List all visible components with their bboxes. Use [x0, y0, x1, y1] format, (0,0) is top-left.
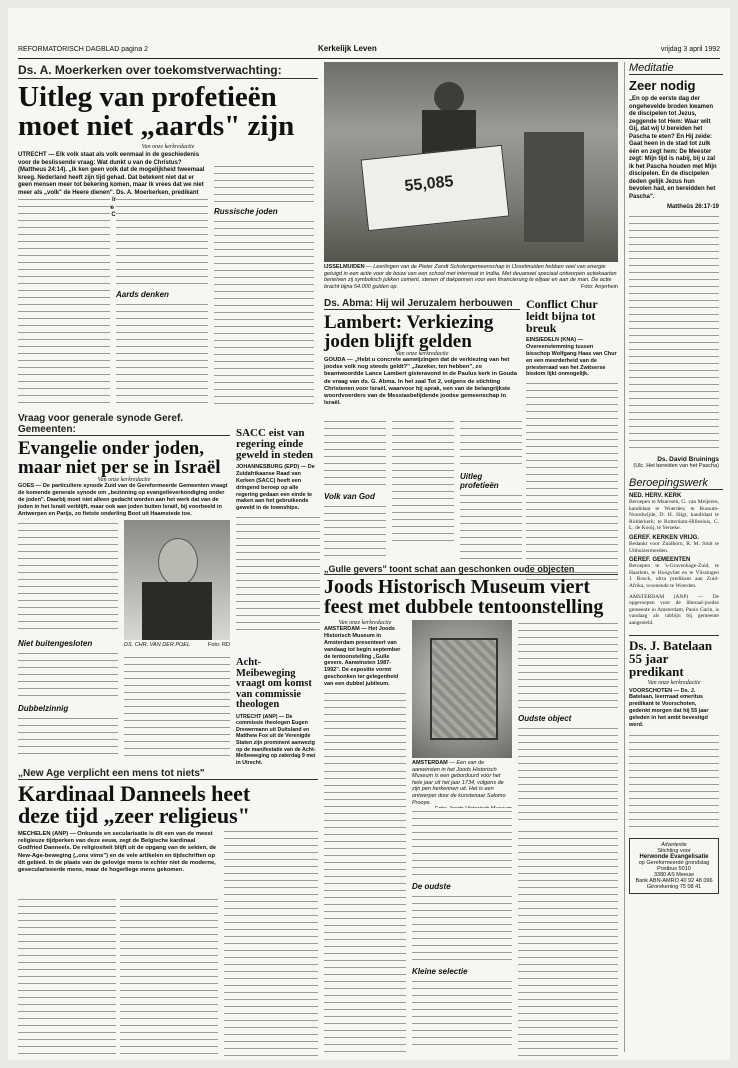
headline-line-2: maar niet per se in Israël [18, 457, 221, 478]
headline-line-1: Uitleg van profetieën [18, 81, 277, 113]
lambert-col-3 [460, 418, 522, 558]
amsterdam-note: AMSTERDAM (ANP) — De opgeroepen voor de liberaal-joodse gemeente in Amsterdam, Paolo Garin, is vandaag als rabbijn bij gemeente aangesteld. [629, 593, 719, 626]
lead-paragraph: UTRECHT — Elk volk staat als volk eenmaal in de geschiedenis voor de beslissende vraag: Wat dunkt u van de Christus? (Mattheus 24:14). „Ik ken geen volk dat de mogelijkheid tweemaal kreeg. Nederland heeft zijn tijd gehad. Dat betekent niet dat er geen mensen meer tot bekering komen, maar ik vrees dat we niet meer als „volk" de Heere dienen". Ds. A. Moerkerken, predikant in de [18, 152, 205, 211]
cheque-amount: 55,085 [403, 173, 455, 196]
subhead-volk: Volk van God [324, 492, 375, 501]
embroidery-caption: AMSTERDAM — Een van de aanwinsten in het Joods Historisch Museum is een geborduurd voor het hele jaar uit het jaar 1734, volgens de zijn pen herkennen uit. Het is een ontwerper door de kunstenaar Salomo Prooye. [412, 760, 512, 813]
headline-line-1: Joods Historisch Museum viert [324, 576, 591, 598]
batelaan-headline-2: 55 jaar predikant [629, 650, 684, 679]
newspaper-page [8, 8, 730, 1060]
lead-paragraph: UTRECHT (ANP) — De commissie theologen Eugen Drewermann uit Duitsland en Matthew Fox uit de Verenigde Staten zijn prominent aanwezig op de manifestatie van de Acht-Meibeweging op zaterdag 9 mei in Utrecht. [236, 713, 316, 766]
subhead-oudste-object: Oudste object [518, 714, 572, 723]
danneels-col-1 [18, 896, 116, 1058]
headline-line-2: feest met dubbele tentoonstelling [324, 596, 604, 618]
joods-col-1b [324, 768, 406, 1058]
lead-paragraph: GOES — De particuliere synode Zuid van de Gereformeerde Gemeenten vraagt de komende generale synode om „bezinning op evangelieverkondiging onder de joden". Daarbij moet niet alleen gedacht worden aan het werk dat van de joden in het Israël verblijft, maar ook aan joden buiten Israël, bij voorbeeld in Antwerpen en Parijs, zo fietste onderling Boot uit Haamstede toe. [18, 483, 228, 517]
lambert-col-2 [392, 418, 454, 558]
kicker: Vraag voor generale synode Geref. Gemeenten: [18, 413, 230, 436]
meditatie-ref: Mattheüs 26:17-19 [666, 204, 719, 210]
subhead-aards: Aards denken [116, 290, 169, 299]
group-text: Bedankt voor Zuidhorn, R. M. Smit te Uithuizermeeden. [629, 540, 719, 554]
embroidery-panel [430, 638, 498, 740]
ad-label: Advertentie [661, 841, 687, 848]
meditatie-title: Zeer nodig [629, 78, 696, 93]
lambert-col-1 [324, 418, 386, 558]
lead-paragraph: EINSIEDELN (KNA) — Overeenstemming tussen bisschop Wolfgang Haas van Chur en een meerderheid van de priesterraad van het Zwitserse bisdom lijkt onmogelijk. [526, 337, 617, 378]
caption-text: Een van de aanwinsten in het Joods Historisch Museum is een geborduurd voor het hele jaar uit het jaar 1734, volgens de zijn pen herkennen uit. Het is een ontwerper door de kunstenaar Salomo Prooye. [412, 760, 506, 806]
caption-title: AMSTERDAM [412, 760, 448, 766]
portrait-caption [124, 642, 230, 649]
photo-caption: IJSSELMUIDEN — Leerlingen van de Pieter Zandt Scholengemeenschap in IJsselmuiden hebben veel van energie getuigd in een actie voor de bouw van een school met internaat in Indiia. Met deuanwel speciaal ontworpen actiekaarten benelven zij symbolisch jukken cement, stenen of dakpannen voor een financierung te elijaar en aan de man. De actie bracht bijna 54.000 gulden op. Foto: Anjerhein [324, 264, 618, 290]
article-joods-museum [324, 564, 618, 617]
caption-title: IJSSELMUIDEN [324, 264, 365, 270]
ad-org: Herwonde Evangelisatie [639, 853, 709, 860]
caption-credit: Foto: Anjerhein [581, 283, 618, 290]
meditatie-body [629, 213, 719, 453]
kicker: Ds. Abma: Hij wil Jeruzalem herbouwen [324, 298, 520, 310]
kicker: „New Age verplicht een mens tot niets" [18, 768, 318, 780]
group-title: GEREF. GEMEENTEN [629, 557, 691, 564]
article-lambert [324, 298, 520, 408]
caption-text: Leerlingen van de Pieter Zandt Scholengemeenschap in IJsselmuiden hebben veel van energie getuigd in een actie voor de bouw van een school met internaat in Indiia. Met deuanwel speciaal ontworpen actiekaarten benelven zij symbolisch jukken cement, stenen of dakpannen voor een financierung te elijaar en aan de man. De actie bracht bijna 54.000 gulden op. [324, 264, 617, 290]
byline: Van onze kerkredactie [97, 477, 151, 483]
photo-cheque-ceremony [324, 62, 618, 262]
ad-line: Postbus 5010 [657, 865, 691, 872]
batelaan-body [629, 732, 719, 832]
subhead-dubbel: Dubbelzinnig [18, 704, 69, 713]
ad-line: Bank ABN-AMRO 40 92 48 096 [635, 877, 713, 884]
headline-line-1: Conflict Chur [526, 297, 598, 311]
portrait-body [142, 582, 212, 640]
photo-van-der-poel [124, 520, 230, 640]
subhead-de-oudste: De oudste [412, 882, 451, 891]
headline-line-2: moet niet „aards" zijn [18, 110, 295, 142]
lead-paragraph: GOUDA — „Hebt u concrete aanwijzingen dat de verkiezing van het joodse volk nog steeds geldt?" „Jazeker, ten hebben", zo beantwoordde Lance Lambert gisteravond in de Paulus kerk in Gouda de vraag van ds. G. Abma. In het zaal Tot 2, volgens de stichting Christenen voor Israël, waarvoor hij sprak, een van de belangrijkste woordvoerders van de Messiasbelijdende joodse gemeenschap in Israël. [324, 357, 517, 407]
meditatie-verse: „En op de eerste dag der ongehevelde broden kwamen de discipelen tot Jezus, zeggende tot Hem: Waar wilt Gij, dat wij U bereiden het Pascha te eten? En Hij zeide: Gaat heen in de stad tot zulk één en zegt hem: De Meester zegt: Mijn tijd is nabij, bij u zal ik het Pascha houden met Mijn discipelen. En de discipelen deden gelijk Jezus hun bevolen had, en bereidden het Pascha". [629, 96, 717, 200]
subhead-kleine: Kleine selectie [412, 967, 468, 976]
article-sacc [236, 428, 320, 634]
article-acht-mei [236, 658, 320, 766]
portrait-credit: Foto: RD [207, 642, 230, 648]
joods-col-2 [412, 808, 512, 1058]
headline: Acht-Meibeweging vraagt om komst van commissie theologen [236, 657, 312, 710]
headline: SACC eist van regering einde geweld in steden [236, 427, 313, 461]
body-col-1 [18, 196, 110, 408]
masthead-date: vrijdag 3 april 1992 [660, 46, 720, 53]
photo-embroidery [412, 620, 512, 758]
subhead-uitleg: Uitleg profetieën [460, 472, 499, 490]
masthead-section: Kerkelijk Leven [318, 44, 377, 53]
joods-col-3b [518, 828, 618, 1058]
danneels-col-2 [120, 896, 218, 1058]
headline-line-2: deze tijd „zeer religieus" [18, 803, 250, 828]
byline: Van onze kerkredactie [141, 144, 195, 150]
article-conflict-chur [526, 298, 618, 560]
subhead-niet: Niet buitengesloten [18, 639, 93, 648]
byline: Van onze kerkredactie [338, 620, 392, 626]
ad-line: 3380 AS Meeuw [653, 871, 695, 878]
headline-line-1: Evangelie onder joden, [18, 438, 204, 459]
evangelie-col-1 [18, 520, 118, 760]
headline-line-2: leidt bijna tot breuk [526, 309, 596, 335]
portrait-head [158, 538, 198, 586]
section-meditatie: Meditatie [629, 62, 723, 75]
beroepingswerk-list [629, 493, 719, 627]
ad-line: Girorekening 75 08 41 [646, 883, 702, 890]
masthead-left: REFORMATORISCH DAGBLAD pagina 2 [18, 46, 149, 53]
headline-line-2: joden blijft gelden [324, 331, 472, 352]
lead-paragraph: MECHELEN (ANP) — Onkunde en secularisatie is dit een van de meest religieuze tijdperken van deze eeuw, zegt de Belgische kardinaal Godfried Danneels. De religiositeit blijft uit de opgang van de sekten, de New-Age-beweging (,,ons vims") en de vele artikelen en tijdschriften op dit gebied. In de plaats van de gelovige mens is echter niet de moderne, geseculariseerde mens, maar de hogerliege mens gekomen. [18, 831, 217, 874]
group-title: NED. HERV. KERK [629, 493, 682, 499]
meditatie-author: Ds. David Bruinings [657, 456, 719, 463]
batelaan-byline: Van onze kerkredactie [647, 679, 701, 686]
group-title: GEREF. KERKEN VRIJG. [629, 534, 700, 541]
group-text: Beroepen te 's-Gravenhage-Zuid, te Haarlem, te Hoogvliet en te Vlissingen J. Bosch, ultra predikant aan Zuid-Afrika, woonende te Woerden. [629, 563, 719, 589]
masthead [18, 44, 720, 59]
photo-figure-head [434, 82, 464, 112]
batelaan-headline-1: Ds. J. Batelaan [629, 635, 719, 652]
kicker: Ds. A. Moerkerken over toekomstverwachting: [18, 63, 318, 79]
lead-paragraph: AMSTERDAM — Het Joods Historisch Museum in Amsterdam presenteert van vandaag tot begin september de tentoonstelling „Gulle gevers. Aanwinsten 1987-1992". De expositie vormt geschonken ter gelegenheid van een dubbel jubileum. [324, 626, 401, 687]
lead-paragraph: JOHANNESBURG (EPD) — De Zuidafrikaanse Raad van Kerken (SACC) heeft een dringend beroep op alle regering gedaan een einde te maken aan het gebruikende geweld in de townships. [236, 464, 315, 512]
article-evangelie [18, 413, 230, 518]
batelaan-lead: VOORSCHOTEN — Ds. J. Batelaan, leerrraad emeritus predikant te Voorschoten, gedenkt morgen dat hij 55 jaar geleden in het ambt bevestigd werd. [629, 687, 709, 728]
portrait-caption-name: DS. CHR. VAN DER POEL [124, 642, 191, 648]
group-text: Beroepen te Maarssen, G. van Meijeren, kandidaat te Woerden; te Bussum-Noordwijde, D. H. Sligt, kandidaat te Ridderkerk; te Rotterdam-Hillesluis, C. L. de Kooij, te Yerseke. [629, 499, 719, 532]
evangelie-col-2 [124, 654, 230, 760]
right-sidebar [624, 62, 723, 1052]
meditatie-author-note: (Ulc. Het bereiden van het Pascha) [633, 463, 719, 469]
body-col-2 [116, 196, 208, 408]
ad-line: Stichting voor [657, 847, 691, 854]
body-col-3 [214, 163, 314, 408]
headline-line-1: Lambert: Verkiezing [324, 312, 494, 333]
advertisement-box [629, 838, 719, 894]
ad-line: op Gereformeerde grondslag [638, 859, 710, 866]
photo-cheque [361, 145, 510, 231]
headline-line-1: Kardinaal Danneels heet [18, 781, 251, 806]
byline: Van onze kerkredactie [395, 351, 449, 357]
subhead-russische: Russische joden [214, 207, 278, 216]
joods-col-3 [518, 620, 618, 820]
danneels-col-3 [224, 828, 318, 1058]
photo-figure-right [524, 132, 584, 242]
section-beroepingswerk: Beroepingswerk [629, 477, 723, 490]
kicker: „Gulle gevers" toont schat aan geschonken oude objecten [324, 564, 618, 575]
